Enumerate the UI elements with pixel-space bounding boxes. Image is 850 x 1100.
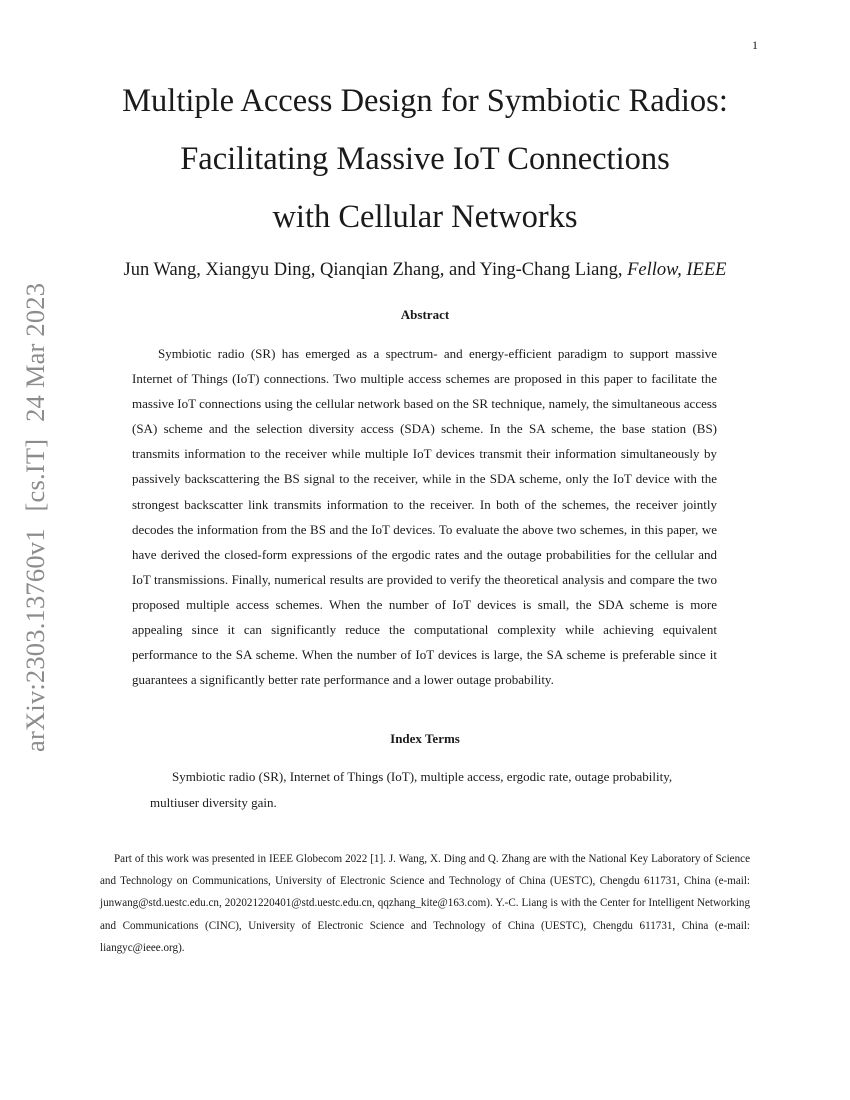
author-names: Jun Wang, Xiangyu Ding, Qianqian Zhang, and Ying-Chang Liang, [123,260,623,280]
title-line-2: Facilitating Massive IoT Connections [180,141,670,177]
index-terms-text: Symbiotic radio (SR), Internet of Things (IoT), multiple access, ergodic rate, outage probability, multiuser diversity gain. [150,769,673,810]
arxiv-id: arXiv:2303.13760v1 [20,528,50,752]
abstract-heading: Abstract [400,307,450,322]
author-line [60,260,790,281]
index-terms-heading: Index Terms [390,731,460,746]
page-number: 1 [752,38,758,52]
footnote: Part of this work was presented in IEEE Globecom 2022 [1]. J. Wang, X. Ding and Q. Zhang are with the National Key Laboratory of Science and Technology on Communications, University of Electronic Science and Technology of China (UESTC), Chengdu 611731, China (e-mail: junwang@std.uestc.edu.cn, 202021220401@std.uestc.edu.cn, qqzhang_kite@163.com). Y.-C. Liang is with the Center for Intelligent Networking and Communications (CINC), University of Electronic Science and Technology of China (UESTC), Chengdu 611731, China (e-mail: liangyc@ieee.org). [100,853,750,954]
title-line-3: with Cellular Networks [272,199,578,235]
arxiv-stamp [20,262,51,752]
title-line-1: Multiple Access Design for Symbiotic Radios: [122,83,728,119]
arxiv-category: [cs.IT] [20,438,50,512]
arxiv-date: 24 Mar 2023 [20,282,50,422]
abstract-text: Symbiotic radio (SR) has emerged as a spectrum- and energy-efficient paradigm to support massive Internet of Things (IoT) connections. Two multiple access schemes are proposed in this paper to facilitate the massive IoT connections using the cellular network based on the SR technique, namely, the simultaneous access (SA) scheme and the selection diversity access (SDA) scheme. In the SA scheme, the base station (BS) transmits information to the receiver while multiple IoT devices transmit their information simultaneously by passively backscattering the BS signal to the receiver, while in the SDA scheme, only the IoT device with the strongest backscatter link transmits information to the receiver. In both of the schemes, the receiver jointly decodes the information from the BS and the IoT devices. To evaluate the above two schemes, in this paper, we have derived the closed-form expressions of the ergodic rates and the outage probabilities for the cellular and IoT transmissions. Finally, numerical results are provided to verify the theoretical analysis and compare the two proposed multiple access schemes. When the number of IoT devices is small, the SDA scheme is more appealing since it can significantly reduce the computational complexity while achieving equivalent performance to the SA scheme. When the number of IoT devices is large, the SA scheme is preferable since it guarantees a significantly better rate performance and a lower outage probability. [132,346,717,688]
paper-title [60,72,790,246]
author-affiliation: Fellow, IEEE [627,260,727,280]
